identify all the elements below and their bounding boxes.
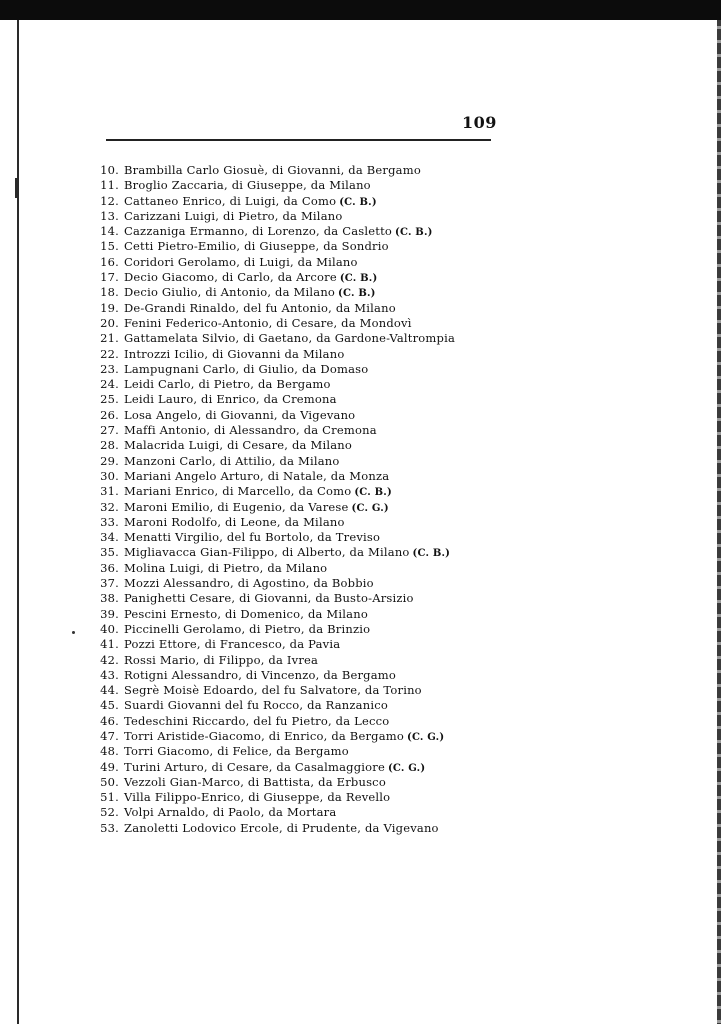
scan-right-edge xyxy=(717,20,721,1024)
entry-number: 25. xyxy=(100,392,119,407)
entry-text: Decio Giulio, di Antonio, da Milano xyxy=(124,285,336,300)
entry-note: (C. B.) xyxy=(339,273,378,285)
list-item xyxy=(82,683,502,698)
list-item xyxy=(82,714,502,729)
entry-number: 26. xyxy=(100,407,119,422)
entry-number: 30. xyxy=(100,468,119,483)
list-item xyxy=(82,316,502,331)
entry-text: Zanoletti Lodovico Ercole, di Prudente, da Vigevano xyxy=(124,820,439,835)
margin-mark xyxy=(72,631,75,634)
list-item xyxy=(82,515,502,530)
list-item xyxy=(82,377,502,392)
scan-top-edge xyxy=(0,0,721,20)
entry-number: 13. xyxy=(100,208,119,223)
entry-number: 32. xyxy=(100,499,119,514)
scan-left-edge-mark xyxy=(15,178,19,198)
entry-number: 42. xyxy=(100,652,119,667)
entry-note: (C. G.) xyxy=(351,502,389,514)
entry-text: Migliavacca Gian-Filippo, di Alberto, da Milano xyxy=(124,545,410,560)
list-item xyxy=(82,255,502,270)
entry-number: 48. xyxy=(100,744,119,759)
list-item xyxy=(82,423,502,438)
list-item xyxy=(82,637,502,652)
list-item xyxy=(82,530,502,545)
list-item xyxy=(82,653,502,668)
entry-text: Piccinelli Gerolamo, di Pietro, da Brinzio xyxy=(124,621,371,636)
entry-number: 35. xyxy=(100,545,119,560)
entry-text: Rotigni Alessandro, di Vincenzo, da Bergamo xyxy=(124,667,397,682)
entry-text: Fenini Federico-Antonio, di Cesare, da Mondovì xyxy=(124,315,412,330)
entry-number: 36. xyxy=(100,560,119,575)
list-item xyxy=(82,392,502,407)
entry-note: (C. B.) xyxy=(339,196,377,208)
entry-number: 21. xyxy=(100,331,119,346)
entry-text: Cattaneo Enrico, di Luigi, da Como xyxy=(124,193,337,208)
entry-text: Leidi Lauro, di Enrico, da Cremona xyxy=(124,392,337,407)
list-item xyxy=(82,301,502,316)
entry-text: Cetti Pietro-Emilio, di Giuseppe, da Sondrio xyxy=(124,239,389,254)
entry-note: (C. B.) xyxy=(338,288,376,300)
entry-text: Rossi Mario, di Filippo, da Ivrea xyxy=(124,652,319,667)
entry-number: 37. xyxy=(100,576,119,591)
entry-text: Maffi Antonio, di Alessandro, da Cremona xyxy=(124,423,377,438)
entry-number: 16. xyxy=(100,254,119,269)
page-number: 109 xyxy=(462,113,497,132)
entry-number: 53. xyxy=(100,820,119,835)
entry-number: 40. xyxy=(100,621,119,636)
entry-number: 19. xyxy=(100,300,119,315)
entry-number: 12. xyxy=(100,193,119,208)
name-list xyxy=(82,163,502,836)
list-item xyxy=(82,178,502,193)
list-item xyxy=(82,668,502,683)
entry-text: Manzoni Carlo, di Attilio, da Milano xyxy=(124,453,340,468)
entry-text: Maroni Rodolfo, di Leone, da Milano xyxy=(124,514,345,529)
entry-text: Maroni Emilio, di Eugenio, da Varese xyxy=(124,499,349,514)
entry-text: Tedeschini Riccardo, del fu Pietro, da Lecco xyxy=(124,713,390,728)
list-item xyxy=(82,622,502,637)
entry-text: Coridori Gerolamo, di Luigi, da Milano xyxy=(124,254,358,269)
entry-number: 51. xyxy=(100,790,119,805)
entry-text: Pescini Ernesto, di Domenico, da Milano xyxy=(124,606,368,621)
list-item xyxy=(82,805,502,820)
list-item xyxy=(82,576,502,591)
entry-text: De-Grandi Rinaldo, del fu Antonio, da Milano xyxy=(124,300,396,315)
entry-text: Torri Aristide-Giacomo, di Enrico, da Bergamo xyxy=(124,728,405,743)
list-item xyxy=(82,163,502,178)
entry-number: 50. xyxy=(100,774,119,789)
entry-number: 38. xyxy=(100,591,119,606)
entry-number: 20. xyxy=(100,315,119,330)
list-item xyxy=(82,194,502,209)
list-item xyxy=(82,285,502,300)
list-item xyxy=(82,209,502,224)
list-item xyxy=(82,408,502,423)
entry-text: Cazzaniga Ermanno, di Lorenzo, da Casletto xyxy=(124,224,393,239)
list-item xyxy=(82,760,502,775)
entry-text: Molina Luigi, di Pietro, da Milano xyxy=(124,560,328,575)
list-item xyxy=(82,561,502,576)
list-item xyxy=(82,545,502,560)
entry-number: 34. xyxy=(100,530,119,545)
entry-text: Segrè Moisè Edoardo, del fu Salvatore, da Torino xyxy=(124,683,422,698)
entry-text: Mariani Angelo Arturo, di Natale, da Monza xyxy=(124,468,390,483)
entry-text: Losa Angelo, di Giovanni, da Vigevano xyxy=(124,407,356,422)
entry-text: Vezzoli Gian-Marco, di Battista, da Erbusco xyxy=(124,774,386,789)
list-item xyxy=(82,607,502,622)
entry-text: Mariani Enrico, di Marcello, da Como xyxy=(124,484,352,499)
entry-text: Panighetti Cesare, di Giovanni, da Busto-Arsizio xyxy=(124,591,414,606)
entry-number: 31. xyxy=(100,484,119,499)
entry-number: 11. xyxy=(100,178,119,193)
entry-number: 41. xyxy=(100,637,119,652)
entry-text: Turini Arturo, di Cesare, da Casalmaggiore xyxy=(124,759,385,774)
list-item xyxy=(82,591,502,606)
entry-number: 24. xyxy=(100,377,119,392)
entry-text: Torri Giacomo, di Felice, da Bergamo xyxy=(124,744,349,759)
entry-text: Decio Giacomo, di Carlo, da Arcore xyxy=(124,270,337,285)
entry-text: Gattamelata Silvio, di Gaetano, da Gardone-Valtrompia xyxy=(124,331,456,346)
list-item xyxy=(82,790,502,805)
list-item xyxy=(82,224,502,239)
entry-text: Pozzi Ettore, di Francesco, da Pavia xyxy=(124,637,341,652)
list-item xyxy=(82,438,502,453)
entry-text: Carizzani Luigi, di Pietro, da Milano xyxy=(124,208,343,223)
list-item xyxy=(82,500,502,515)
list-item xyxy=(82,821,502,836)
entry-note: (C. G.) xyxy=(407,731,445,743)
list-item xyxy=(82,698,502,713)
entry-number: 47. xyxy=(100,728,119,743)
entry-text: Volpi Arnaldo, di Paolo, da Mortara xyxy=(124,805,337,820)
entry-text: Mozzi Alessandro, di Agostino, da Bobbio xyxy=(124,576,374,591)
scan-left-edge xyxy=(17,20,19,1024)
entry-text: Menatti Virgilio, del fu Bortolo, da Treviso xyxy=(124,530,381,545)
entry-text: Introzzi Icilio, di Giovanni da Milano xyxy=(124,346,345,361)
entry-number: 22. xyxy=(100,346,119,361)
list-item xyxy=(82,744,502,759)
list-item xyxy=(82,270,502,285)
entry-note: (C. B.) xyxy=(395,227,433,239)
entry-number: 10. xyxy=(100,163,119,177)
list-item xyxy=(82,775,502,790)
entry-number: 45. xyxy=(100,698,119,713)
entry-text: Broglio Zaccaria, di Giuseppe, da Milano xyxy=(124,178,371,193)
entry-text: Villa Filippo-Enrico, di Giuseppe, da Revello xyxy=(124,790,391,805)
entry-number: 29. xyxy=(100,453,119,468)
entry-text: Malacrida Luigi, di Cesare, da Milano xyxy=(124,438,352,453)
entry-number: 52. xyxy=(100,805,119,820)
entry-number: 33. xyxy=(100,514,119,529)
list-item xyxy=(82,729,502,744)
entry-number: 39. xyxy=(100,606,119,621)
entry-number: 43. xyxy=(100,667,119,682)
entry-number: 46. xyxy=(100,713,119,728)
list-item xyxy=(82,484,502,499)
entry-number: 15. xyxy=(100,239,119,254)
entry-note: (C. B.) xyxy=(412,548,451,560)
entry-number: 27. xyxy=(100,423,119,438)
entry-number: 28. xyxy=(100,438,119,453)
list-item xyxy=(82,469,502,484)
entry-text: Lampugnani Carlo, di Giulio, da Domaso xyxy=(124,361,369,376)
entry-number: 23. xyxy=(100,361,119,376)
entry-number: 49. xyxy=(100,759,119,774)
entry-note: (C. G.) xyxy=(387,762,426,774)
entry-number: 14. xyxy=(100,224,119,239)
entry-text: Suardi Giovanni del fu Rocco, da Ranzanico xyxy=(124,698,388,713)
list-item xyxy=(82,347,502,362)
entry-number: 17. xyxy=(100,270,119,285)
list-item xyxy=(82,239,502,254)
header-rule xyxy=(106,139,491,141)
entry-text: Brambilla Carlo Giosuè, di Giovanni, da Bergamo xyxy=(124,163,421,177)
list-item xyxy=(82,362,502,377)
list-item xyxy=(82,454,502,469)
entry-number: 44. xyxy=(100,683,119,698)
entry-note: (C. B.) xyxy=(354,487,392,499)
entry-text: Leidi Carlo, di Pietro, da Bergamo xyxy=(124,377,331,392)
entry-number: 18. xyxy=(100,285,119,300)
list-item xyxy=(82,331,502,346)
